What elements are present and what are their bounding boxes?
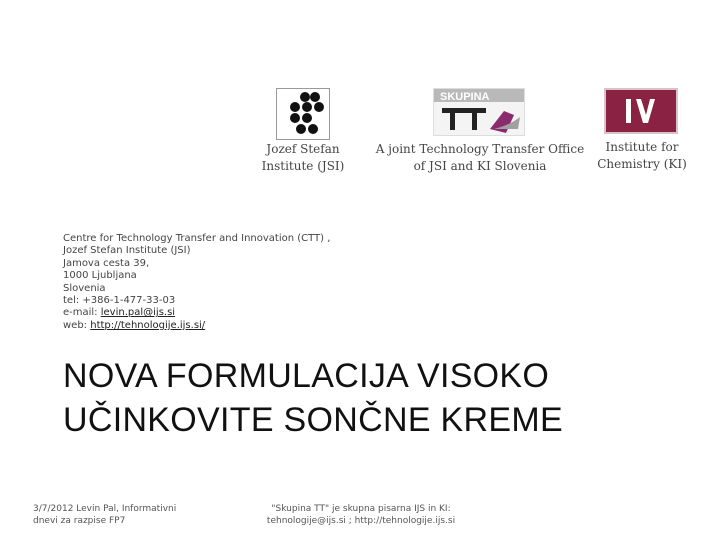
jsi-logo bbox=[276, 88, 330, 140]
tt-caption bbox=[368, 141, 592, 175]
contact-street: Jamova cesta 39, bbox=[63, 257, 150, 269]
footer-mid-line2: tehnologije@ijs.si ; http://tehnologije.ijs.si bbox=[266, 516, 456, 526]
contact-country: Slovenia bbox=[63, 282, 106, 294]
footer-mid-line1: "Skupina TT" je skupna pisarna IJS in KI: bbox=[271, 504, 451, 514]
jsi-caption-line1: Jozef Stefan bbox=[266, 142, 340, 156]
contact-web-link[interactable]: http://tehnologije.ijs.si/ bbox=[90, 319, 206, 331]
skupina-text: SKUPINA bbox=[440, 91, 490, 103]
footer-date-author bbox=[33, 503, 213, 527]
contact-institute: Jozef Stefan Institute (JSI) bbox=[63, 245, 191, 257]
contact-email-link[interactable]: levin.pal@ijs.si bbox=[100, 307, 176, 319]
tt-caption-line1: A joint Technology Transfer Office bbox=[375, 142, 585, 156]
contact-web-row bbox=[63, 320, 330, 332]
contact-email-row bbox=[63, 307, 330, 319]
footer-note bbox=[250, 503, 472, 527]
jsi-caption-line2: Institute (JSI) bbox=[261, 159, 345, 173]
contact-city: 1000 Ljubljana bbox=[63, 270, 137, 282]
contact-email-label: e-mail: bbox=[63, 307, 101, 319]
tt-caption-line2: of JSI and KI Slovenia bbox=[413, 159, 547, 173]
contact-org: Centre for Technology Transfer and Innovation (CTT) , bbox=[63, 233, 331, 244]
contact-phone: tel: +386-1-477-33-03 bbox=[63, 295, 176, 307]
jsi-caption bbox=[250, 141, 356, 175]
ki-logo bbox=[604, 88, 678, 134]
skupina-tt-logo bbox=[433, 88, 525, 136]
ki-caption-line1: Institute for bbox=[605, 140, 679, 154]
ki-caption-line2: Chemistry (KI) bbox=[597, 157, 687, 171]
contact-web-label: web: bbox=[63, 319, 91, 331]
jsi-logo-dots-icon bbox=[277, 89, 329, 139]
footer-left-line2: dnevi za razpise FP7 bbox=[33, 516, 126, 526]
footer-left-line1: 3/7/2012 Levin Pal, Informativni bbox=[33, 504, 177, 514]
contact-block bbox=[63, 233, 330, 332]
title-line2: UČINKOVITE SONČNE KREME bbox=[63, 401, 563, 439]
ki-caption bbox=[590, 139, 694, 173]
title-line1: NOVA FORMULACIJA VISOKO bbox=[63, 357, 550, 395]
page-title bbox=[63, 354, 663, 442]
